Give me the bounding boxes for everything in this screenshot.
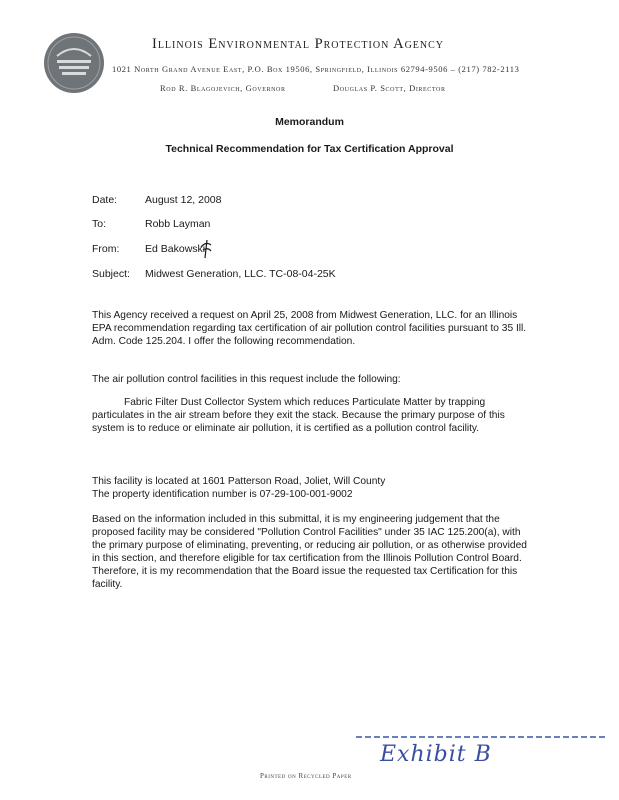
facility-location: This facility is located at 1601 Patterson Road, Joliet, Will County — [92, 476, 386, 487]
handwritten-initials-mark — [199, 237, 213, 259]
paragraph-facility-description: Fabric Filter Dust Collector System which reduces Particulate Matter by trapping particulates in the air stream before they exit the stack. Because the primary purpose of this system is to reduce or eliminate air pollution, it is certified as a pollution control facility. — [92, 397, 505, 434]
subject-label: Subject: — [92, 268, 130, 280]
governor-line: Rod R. Blagojevich, Governor — [160, 83, 286, 93]
agency-seal-logo — [43, 32, 105, 94]
to-label: To: — [92, 218, 107, 230]
recycled-paper-footer: Printed on Recycled Paper — [260, 772, 352, 780]
paragraph-recommendation: Based on the information included in this submittal, it is my engineering judgement that the proposed facility may be considered "Pollution Control Facilities" under 35 IAC 125.200(a), with the primary purpose of eliminating, preventing, or reducing air pollution, or as otherwise provided in this section, and therefore eligible for tax certification from the Illinois Pollution Control Board. Therefore, it is my recommendation that the Board issue the requested tax Certification for this facility. — [92, 514, 527, 590]
director-line: Douglas P. Scott, Director — [333, 83, 446, 93]
memo-title: Memorandum — [275, 116, 344, 128]
memo-subtitle: Technical Recommendation for Tax Certification Approval — [165, 143, 454, 155]
exhibit-label: Exhibit B — [380, 742, 492, 767]
date-label: Date: — [92, 194, 118, 206]
to-value: Robb Layman — [145, 218, 211, 230]
paragraph-facilities-intro: The air pollution control facilities in this request include the following: — [92, 374, 401, 385]
property-id: The property identification number is 07-29-100-001-9002 — [92, 489, 353, 500]
date-value: August 12, 2008 — [145, 194, 222, 206]
from-label: From: — [92, 243, 120, 255]
paragraph-request: This Agency received a request on April 25, 2008 from Midwest Generation, LLC. for an Illinois EPA recommendation regarding tax certification of air pollution control facilities pursuant to 35 Ill. Adm. Code 125.204. I offer the following recommendation. — [92, 310, 527, 347]
exhibit-stamp-strip — [356, 734, 606, 741]
from-value: Ed Bakowski — [145, 243, 206, 255]
agency-address: 1021 North Grand Avenue East, P.O. Box 19506, Springfield, Illinois 62794-9506 – (217) 782-2113 — [112, 64, 520, 74]
agency-name: Illinois Environmental Protection Agency — [152, 36, 445, 52]
subject-value: Midwest Generation, LLC. TC-08-04-25K — [145, 268, 336, 280]
